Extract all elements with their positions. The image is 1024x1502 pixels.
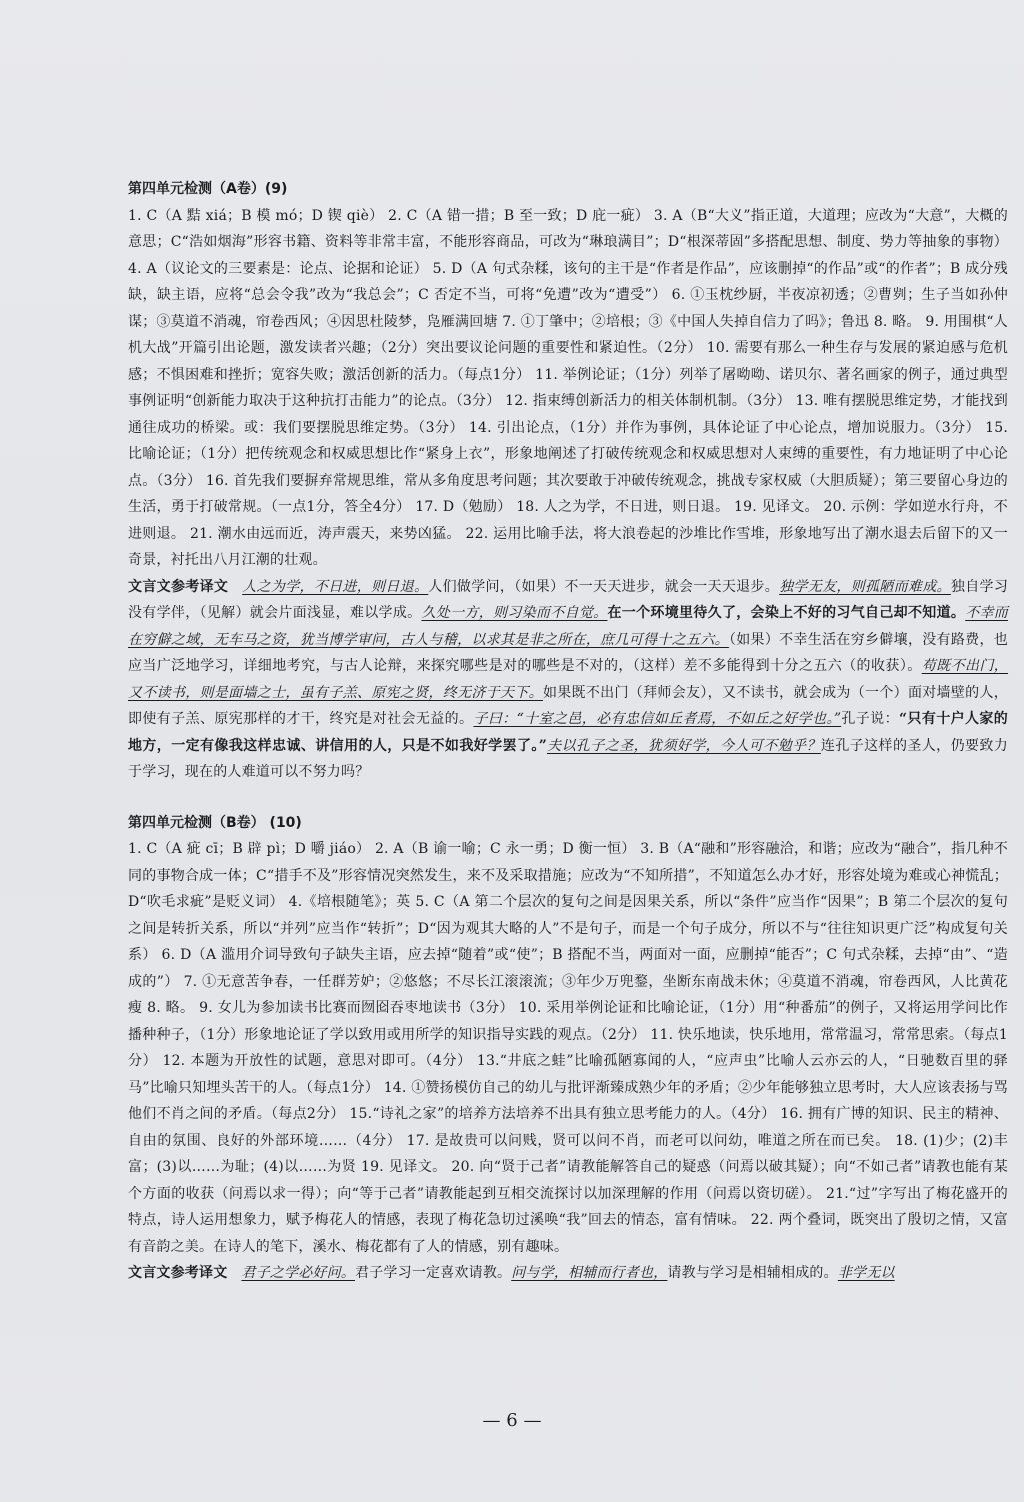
classical-original-text: 人之为学，不日进，则日退。 bbox=[242, 578, 429, 595]
page-number: — 6 — bbox=[482, 1410, 542, 1431]
translation-text: 独自学习没有学伴，（见解）就会片面浅显，难以学成。 bbox=[128, 578, 1009, 621]
translation-paragraph bbox=[128, 1260, 1008, 1287]
translation-label: 文言文参考译文 bbox=[128, 578, 229, 595]
section-title: 第四单元检测（A卷）(9) bbox=[128, 181, 288, 197]
translation-text: 君子学习一定喜欢请教。 bbox=[355, 1265, 512, 1281]
translation-text: 在一个环境里待久了，会染上不好的习气自己却不知道。 bbox=[607, 605, 966, 621]
translation-text: 请教与学习是相辅相成的。 bbox=[667, 1265, 838, 1281]
translation-text: “只有十户人家的地方，一定有像我这样忠诚、讲信用的人，只是不如我好学罢了。” bbox=[128, 711, 1008, 754]
translation-text: 如果既不出门（拜师会友），又不读书，就会成为（一个）面对墙壁的人，即使有子羔、原宪那样的才干，终究是对社会无益的。 bbox=[128, 684, 1008, 727]
section-unit4-test-b bbox=[128, 810, 1008, 1287]
classical-original-text: 不幸而在穷僻之域，无车马之资，犹当博学审问，古人与稽，以求其是非之所在，庶几可得十之五六。 bbox=[128, 605, 1009, 648]
translation-text: （如果）不幸生活在穷乡僻壤，没有路费，也应当广泛地学习，详细地考究，与古人论辩，来探究哪些是对的哪些是不对的，（这样）差不多能得到十分之五六（的收获）。 bbox=[128, 631, 1008, 674]
classical-original-text: 子曰：“十室之邑，必有忠信如丘者焉，不如丘之好学也。” bbox=[473, 711, 842, 727]
section-unit4-test-a bbox=[128, 176, 1008, 786]
answer-paragraph: 1. C（A 疵 cī；B 辟 pì；D 嚼 jiáo） 2. A（B 谕一喻；C 永一勇；D 衡一恒） 3. B（A“融和”形容融洽，和谐；应改为“融合”，指几种不同的事物合成一体；C“措手不及”形容情况突然发生，来不及采取措施；应改为“不知所措”，不知道怎么办才好，形容处境为难或心神慌乱；D“吹毛求疵”是贬义词） 4.《培根随笔》；英 5. C（A 第二个层次的复句之间是因果关系，所以“条件”应当作“因果”；B 第二个层次的复句之间是转折关系，所以“并列”应当作“转折”；D“因为观其大略的人”不是句子，而是一个句子成分，所以不与“往往知识更广泛”构成复句关系） 6. D（A 滥用介词导致句子缺失主语，应去掉“随着”或“使”；B 搭配不当，两面对一面，应删掉“能否”；C 句式杂糅，去掉“由”、“造成的”） 7. ①无意苦争春，一任群芳妒；②悠悠；不尽长江滚滚流；③年少万兜鍪，坐断东南战未休；④莫道不消魂，帘卷西风，人比黄花瘦 8. 略。 9. 女儿为参加读书比赛而囫囵吞枣地读书（3分） 10. 采用举例论证和比喻论证，（1分）用“种番茄”的例子，又将运用学问比作播种种子，（1分）形象地论证了学以致用或用所学的知识指导实践的观点。（2分） 11. 快乐地读，快乐地用，常常温习，常常思索。（每点1分） 12. 本题为开放性的试题，意思对即可。（4分） 13.“井底之蛙”比喻孤陋寡闻的人，“应声虫”比喻人云亦云的人，“日驰数百里的驿马”比喻只知埋头苦干的人。（每点1分） 14. ①赞扬模仿自己的幼儿与批评渐臻成熟少年的矛盾；②少年能够独立思考时，大人应该表扬与骂他们不肖之间的矛盾。（每点2分） 15.“诗礼之家”的培养方法培养不出具有独立思考能力的人。（4分） 16. 拥有广博的知识、民主的精神、自由的氛围、良好的外部环境……（4分） 17. 是故贵可以问贱，贤可以问不肖，而老可以问幼，唯道之所在而已矣。 18. (1)少；(2)丰富；(3)以……为耻；(4)以……为贤 19. 见译文。 20. 向“贤于己者”请教能解答自己的疑惑（问焉以破其疑）；向“不如己者”请教也能有某个方面的收获（问焉以求一得）；向“等于己者”请教能起到互相交流探讨以加深理解的作用（问焉以资切磋）。 21.“过”字写出了梅花盛开的特点，诗人运用想象力，赋予梅花人的情感，表现了梅花急切过溪唤“我”回去的情态，富有情味。 22. 两个叠词，既突出了殷切之情，又富有音韵之美。在诗人的笔下，溪水、梅花都有了人的情感，别有趣味。 bbox=[128, 841, 1008, 1255]
classical-original-text: 君子之学必好问。 bbox=[241, 1265, 356, 1281]
classical-original-text: 问与学，相辅而行者也， bbox=[511, 1265, 668, 1281]
section-title: 第四单元检测（B卷） (10) bbox=[128, 814, 302, 831]
page-content bbox=[128, 176, 1008, 1311]
classical-original-text: 苟既不出门，又不读书，则是面墙之士，虽有子羔、原宪之贤，终无济于天下。 bbox=[128, 658, 1009, 701]
translation-text: 孔子说： bbox=[841, 711, 899, 727]
classical-original-text: 夫以孔子之圣，犹须好学，今人可不勉乎？ bbox=[547, 737, 821, 754]
classical-original-text: 久处一方，则习染而不自觉。 bbox=[421, 605, 608, 621]
translation-text: 人们做学问，（如果）不一天天进步，就会一天天退步。 bbox=[428, 578, 780, 595]
translation-body bbox=[241, 1265, 894, 1281]
translation-body bbox=[128, 579, 1008, 781]
classical-original-text: 独学无友，则孤陋而难成。 bbox=[779, 578, 951, 595]
classical-original-text: 非学无以 bbox=[837, 1265, 895, 1281]
translation-text: 连孔子这样的圣人，仍要致力于学习，现在的人难道可以不努力吗？ bbox=[128, 737, 1008, 780]
answer-paragraph: 1. C（A 黠 xiá；B 模 mó；D 锲 qiè） 2. C（A 错一措；B 至一致；D 庇一疵） 3. A（B“大义”指正道，大道理；应改为“大意”，大概的意思；C“浩如烟海”形容书籍、资料等非常丰富，不能形容商品，可改为“琳琅满目”；D“根深蒂固”多搭配思想、制度、势力等抽象的事物） 4. A（议论文的三要素是：论点、论据和论证） 5. D（A 句式杂糅，该句的主干是“作者是作品”，应该删掉“的作品”或“的作者”；B 成分残缺，缺主语，应将“总会令我”改为“我总会”；C 否定不当，可将“免遭”改为“遭受”） 6. ①玉枕纱厨，半夜凉初透；②曹刿；生子当如孙仲谋；③莫道不消魂，帘卷西风；④因思杜陵梦，凫雁满回塘 7. ①丁肇中；②培根；③《中国人失掉自信力了吗》；鲁迅 8. 略。 9. 用围棋“人机大战”开篇引出论题，激发读者兴趣；（2分）突出要议论问题的重要性和紧迫性。（2分） 10. 需要有那么一种生存与发展的紧迫感与危机感；不惧困难和挫折；宽容失败；激活创新的活力。（每点1分） 11. 举例论证；（1分）列举了屠呦呦、诺贝尔、著名画家的例子，通过典型事例证明“创新能力取决于这种抗打击能力”的论点。（3分） 12. 指束缚创新活力的相关体制机制。（3分） 13. 唯有摆脱思维定势，才能找到通往成功的桥梁。或：我们要摆脱思维定势。（3分） 14. 引出论点，（1分）并作为事例，具体论证了中心论点，增加说服力。（3分） 15. 比喻论证；（1分）把传统观念和权威思想比作“紧身上衣”，形象地阐述了打破传统观念和权威思想对人束缚的重要性，有力地证明了中心论点。（3分） 16. 首先我们要摒弃常规思维，常从多角度思考问题；其次要敢于冲破传统观念，挑战专家权威（大胆质疑）；第三要留心身边的生活，勇于打破常规。（一点1分，答全4分） 17. D（勉励） 18. 人之为学，不日进，则日退。 19. 见译文。 20. 示例：学如逆水行舟，不进则退。 21. 潮水由远而近，涛声震天，来势凶猛。 22. 运用比喻手法，将大浪卷起的沙堆比作雪堆，形象地写出了潮水退去后留下的又一奇景，衬托出八月江潮的壮观。 bbox=[128, 207, 1008, 568]
translation-label: 文言文参考译文 bbox=[128, 1265, 228, 1281]
translation-paragraph bbox=[128, 574, 1008, 786]
